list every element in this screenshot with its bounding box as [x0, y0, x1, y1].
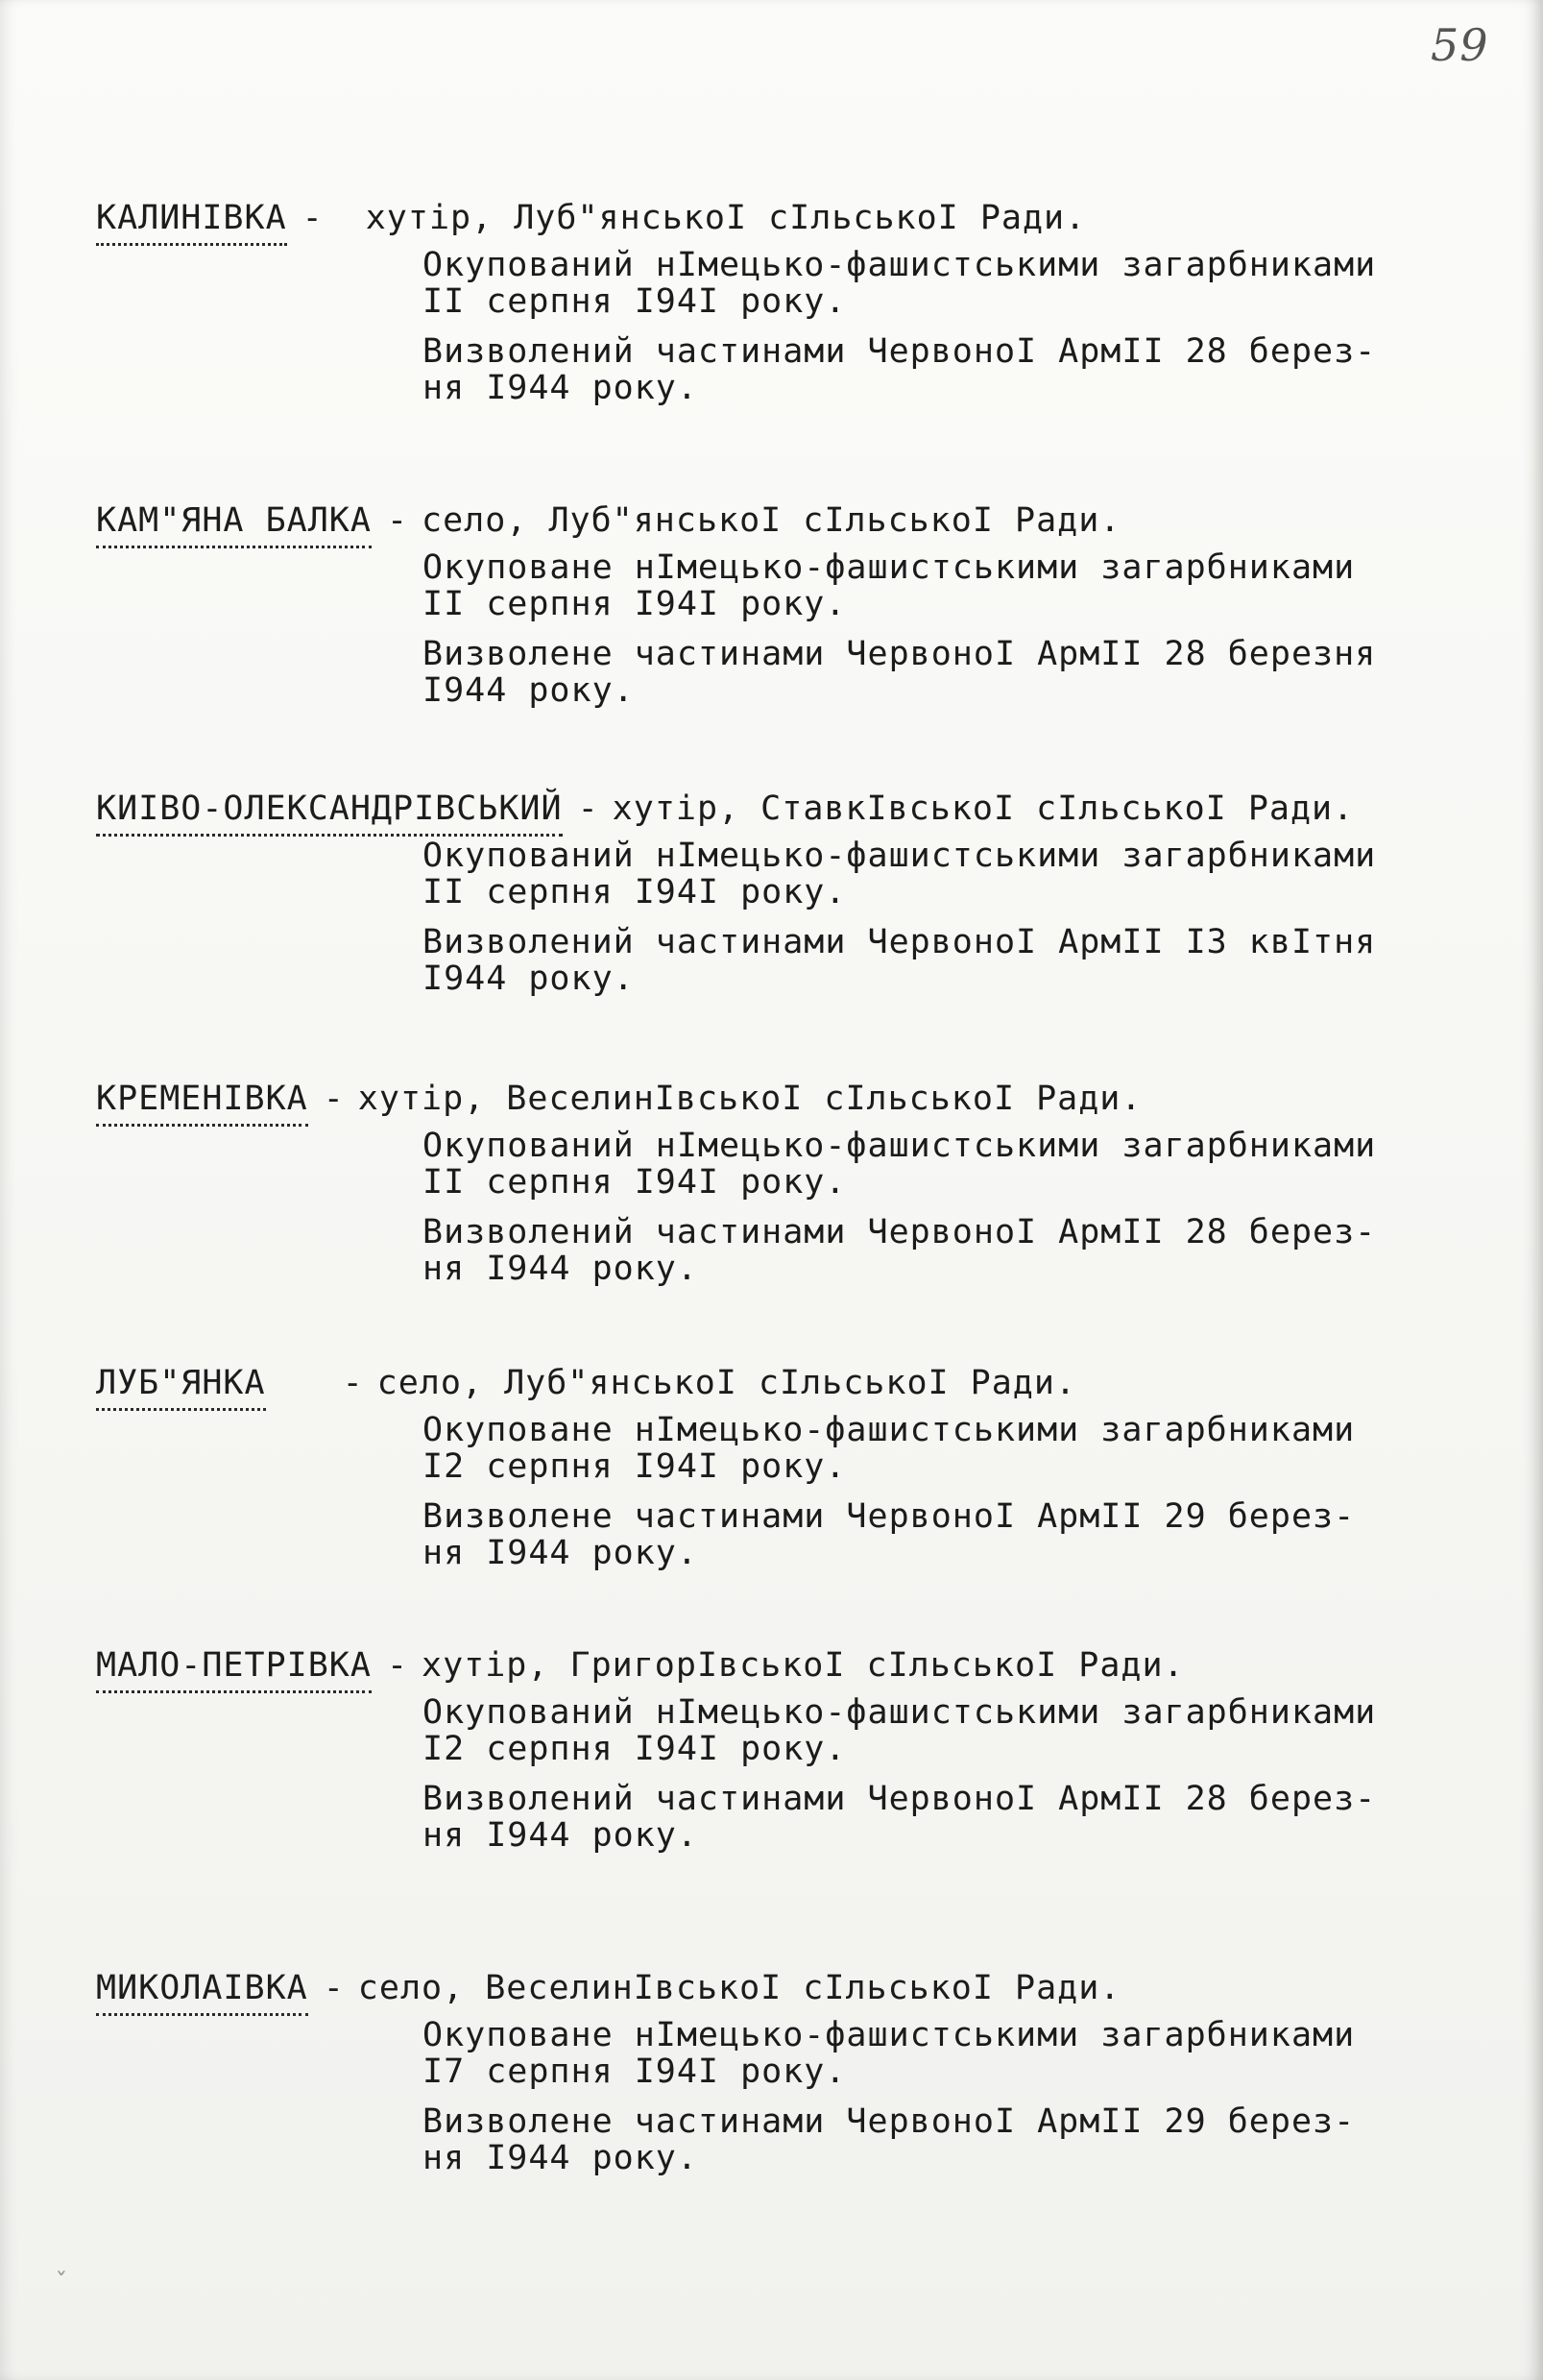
- occupied-text: Окупований нІмецько-фашистськими загарбниками ІІ серпня І94І року.: [422, 837, 1377, 911]
- occupied-text: Окупований нІмецько-фашистськими загарбниками ІІ серпня І94І року.: [422, 246, 1377, 321]
- dash: -: [323, 1969, 345, 2007]
- place-type: хутір, ВеселинІвськоІ сІльськоІ Ради.: [357, 1080, 1143, 1118]
- liberated-text: Визволене частинами ЧервоноІ АрмІІ 28 березня І944 року.: [422, 635, 1377, 710]
- place-name: КРЕМЕНІВКА: [96, 1078, 308, 1127]
- occupied-text: Окупований нІмецько-фашистськими загарбниками ІІ серпня І94І року.: [422, 1127, 1377, 1202]
- place-name: КАМ"ЯНА БАЛКА: [96, 499, 372, 548]
- entry-body: [422, 247, 1488, 420]
- entry-heading: [96, 499, 1121, 548]
- place-name: КАЛИНІВКА: [96, 197, 287, 246]
- liberated-text: Визволене частинами ЧервоноІ АрмІІ 29 берез- ня І944 року.: [422, 1497, 1356, 1572]
- entry-heading: [96, 197, 1086, 246]
- margin-tick-mark: ˇ: [54, 2269, 69, 2297]
- dash: -: [323, 1080, 345, 1118]
- dash: -: [386, 501, 409, 540]
- occupied-text: Окуповане нІмецько-фашистськими загарбниками ІІ серпня І94І року.: [422, 548, 1356, 623]
- place-type: хутір, ГригорІвськоІ сІльськоІ Ради.: [422, 1646, 1185, 1685]
- place-type: хутір, Луб"янськоІ сІльськоІ Ради.: [365, 199, 1087, 237]
- entry-body: [422, 1694, 1488, 1867]
- place-type: село, ВеселинІвськоІ сІльськоІ Ради.: [357, 1969, 1121, 2007]
- entry-heading: [96, 788, 1354, 837]
- entry-heading: [96, 1078, 1142, 1127]
- occupied-text: Окуповане нІмецько-фашистськими загарбниками І7 серпня І94І року.: [422, 2016, 1356, 2091]
- liberated-text: Визволений частинами ЧервоноІ АрмІІ 28 берез- ня І944 року.: [422, 332, 1377, 407]
- place-type: хутір, СтавкІвськоІ сІльськоІ Ради.: [612, 789, 1355, 828]
- occupied-text: Окуповане нІмецько-фашистськими загарбниками І2 серпня І94І року.: [422, 1411, 1356, 1486]
- entry-body: [422, 549, 1488, 722]
- dash: -: [386, 1646, 409, 1685]
- liberated-text: Визволене частинами ЧервоноІ АрмІІ 29 берез- ня І944 року.: [422, 2102, 1356, 2177]
- liberated-text: Визволений частинами ЧервоноІ АрмІІ 28 берез- ня І944 року.: [422, 1780, 1377, 1855]
- liberated-text: Визволений частинами ЧервоноІ АрмІІ ІЗ квІтня І944 року.: [422, 923, 1377, 998]
- entry-body: [422, 2017, 1488, 2190]
- entry-body: [422, 1412, 1488, 1585]
- entry-heading: [96, 1644, 1185, 1693]
- dash: -: [301, 199, 324, 237]
- page-number: 59: [1431, 19, 1489, 71]
- occupied-text: Окупований нІмецько-фашистськими загарбниками І2 серпня І94І року.: [422, 1693, 1377, 1768]
- dash: -: [342, 1364, 364, 1402]
- entry-heading: [96, 1362, 1076, 1411]
- liberated-text: Визволений частинами ЧервоноІ АрмІІ 28 берез- ня І944 року.: [422, 1213, 1377, 1288]
- place-type: село, Луб"янськоІ сІльськоІ Ради.: [376, 1364, 1077, 1402]
- place-name: КИІВО-ОЛЕКСАНДРІВСЬКИЙ: [96, 788, 563, 837]
- entry-body: [422, 1128, 1488, 1300]
- place-name: МИКОЛАІВКА: [96, 1967, 308, 2016]
- place-name: МАЛО-ПЕТРІВКА: [96, 1644, 372, 1693]
- place-type: село, Луб"янськоІ сІльськоІ Ради.: [422, 501, 1121, 540]
- place-name: ЛУБ"ЯНКА: [96, 1362, 266, 1411]
- entry-heading: [96, 1967, 1121, 2016]
- dash: -: [577, 789, 599, 828]
- entry-body: [422, 838, 1488, 1010]
